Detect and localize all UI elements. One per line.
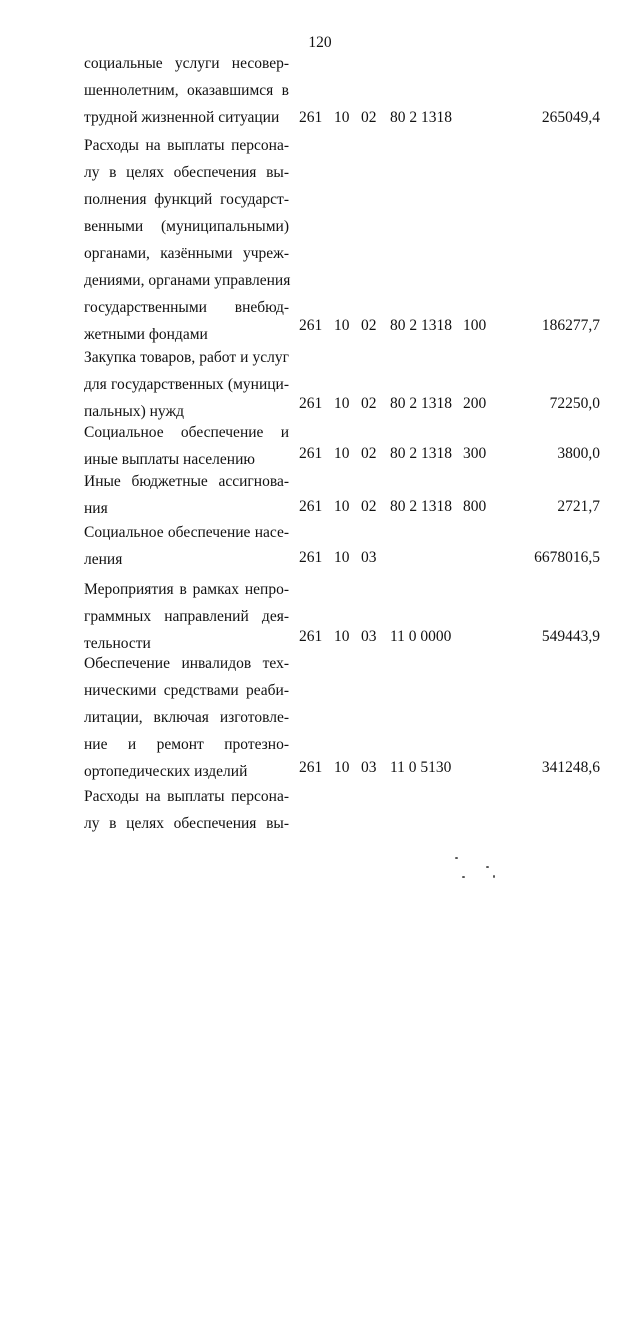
code-target-article: 80 2 1318: [390, 395, 452, 412]
code-expense-type: 800: [463, 498, 487, 515]
code-subsection: 02: [361, 498, 377, 515]
code-subsection: 02: [361, 395, 377, 412]
code-subsection: 03: [361, 759, 377, 776]
amount: 265049,4: [541, 109, 600, 126]
code-target-article: 80 2 1318: [390, 317, 452, 334]
description-line: жетными фондами: [84, 326, 208, 343]
description-line: трудной жизненной ситуации: [84, 109, 280, 126]
description-line: Социальное обеспечение насе-: [84, 524, 289, 541]
description-line: социальные услуги несовер-: [84, 55, 289, 72]
description-line: органами, казёнными учреж-: [84, 245, 289, 262]
code-subsection: 02: [361, 109, 377, 126]
code-subsection: 03: [361, 549, 377, 566]
amount: 2721,7: [557, 498, 600, 515]
row-description: [84, 50, 289, 131]
code-ministry: 261: [299, 759, 323, 776]
description-line: ления: [84, 551, 123, 568]
row-description: [84, 344, 289, 425]
code-ministry: 261: [299, 498, 323, 515]
code-ministry: 261: [299, 628, 323, 645]
amount: 341248,6: [541, 759, 600, 776]
scan-speck: [462, 876, 465, 878]
description-line: венными (муниципальными): [84, 218, 289, 235]
code-target-article: 11 0 5130: [390, 759, 452, 776]
description-line: полнения функций государст-: [84, 191, 289, 208]
description-line: ние и ремонт протезно-: [84, 736, 289, 753]
code-section: 10: [334, 549, 350, 566]
code-target-article: 11 0 0000: [390, 628, 452, 645]
code-subsection: 02: [361, 445, 377, 462]
code-subsection: 03: [361, 628, 377, 645]
description-line: иные выплаты населению: [84, 451, 255, 468]
code-section: 10: [334, 628, 350, 645]
description-line: лу в целях обеспечения вы-: [84, 164, 289, 181]
description-line: Закупка товаров, работ и услуг: [84, 349, 289, 366]
code-expense-type: 100: [463, 317, 487, 334]
row-description: [84, 519, 289, 573]
description-line: Обеспечение инвалидов тех-: [84, 655, 289, 672]
budget-row: [0, 783, 640, 1323]
row-description: [84, 419, 289, 473]
amount: 6678016,5: [534, 549, 600, 566]
amount: 549443,9: [541, 628, 600, 645]
description-line: литации, включая изготовле-: [84, 709, 289, 726]
code-section: 10: [334, 109, 350, 126]
amount: 72250,0: [549, 395, 600, 412]
code-target-article: 80 2 1318: [390, 109, 452, 126]
code-target-article: 80 2 1318: [390, 498, 452, 515]
description-line: Мероприятия в рамках непро-: [84, 581, 289, 598]
description-line: Расходы на выплаты персона-: [84, 788, 289, 805]
code-ministry: 261: [299, 549, 323, 566]
code-ministry: 261: [299, 395, 323, 412]
code-ministry: 261: [299, 317, 323, 334]
code-expense-type: 300: [463, 445, 487, 462]
code-ministry: 261: [299, 109, 323, 126]
code-ministry: 261: [299, 445, 323, 462]
description-line: тельности: [84, 635, 151, 652]
row-description: [84, 650, 289, 785]
row-description: [84, 468, 289, 522]
description-line: ортопедических изделий: [84, 763, 248, 780]
row-description: [84, 132, 289, 348]
amount: 186277,7: [541, 317, 600, 334]
scan-speck: [486, 866, 489, 868]
code-section: 10: [334, 317, 350, 334]
row-description: [84, 783, 289, 837]
row-description: [84, 576, 289, 657]
code-expense-type: 200: [463, 395, 487, 412]
code-section: 10: [334, 445, 350, 462]
description-line: для государственных (муници-: [84, 376, 289, 393]
code-section: 10: [334, 759, 350, 776]
description-line: ния: [84, 500, 108, 517]
code-target-article: 80 2 1318: [390, 445, 452, 462]
scan-speck: [455, 857, 458, 859]
description-line: ническими средствами реаби-: [84, 682, 289, 699]
code-section: 10: [334, 498, 350, 515]
description-line: дениями, органами управления: [84, 272, 291, 289]
code-section: 10: [334, 395, 350, 412]
description-line: Социальное обеспечение и: [84, 424, 289, 441]
description-line: граммных направлений дея-: [84, 608, 289, 625]
scan-speck: [493, 875, 495, 878]
description-line: пальных) нужд: [84, 403, 185, 420]
description-line: Иные бюджетные ассигнова-: [84, 473, 289, 490]
amount: 3800,0: [557, 445, 600, 462]
description-line: государственными внебюд-: [84, 299, 289, 316]
description-line: шеннолетним, оказавшимся в: [84, 82, 289, 99]
description-line: Расходы на выплаты персона-: [84, 137, 289, 154]
description-line: лу в целях обеспечения вы-: [84, 815, 289, 832]
code-subsection: 02: [361, 317, 377, 334]
page-number: 120: [308, 34, 332, 51]
